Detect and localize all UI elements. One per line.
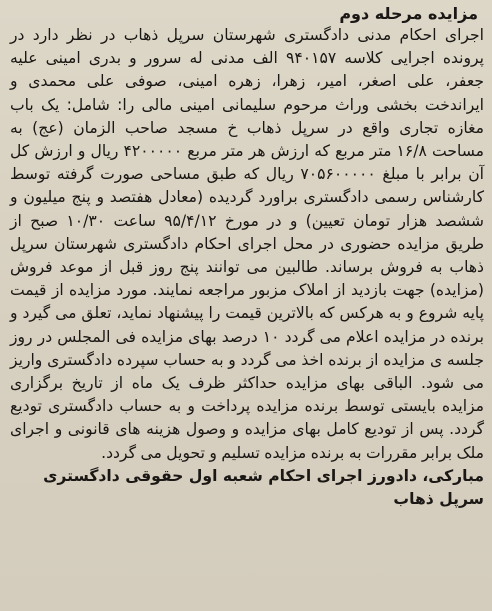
notice-signature: مبارکی، دادورز اجرای احکام شعبه اول حقوقی دادگستری سرپل ذهاب	[43, 466, 484, 509]
notice-title: مزایده مرحله دوم	[339, 4, 478, 23]
notice-body: اجرای احکام مدنی دادگستری شهرستان سرپل ذهاب در نظر دارد در پرونده اجرایی کلاسه ۹۴۰۱۵۷ الف مدنی له سرور و بدری امینی علیه جعفر، علی اصغر، امیر، زهرا، زهره امینی، صوفی علی محمدی و ایراندخت بخشی وراث مرحوم سلیمانی امینی مالی را: شامل: یک باب مغازه تجاری واقع در سرپل ذهاب خ مسجد صاحب الزمان (عج) به مساحت ۱۶/۸ متر مربع که ارزش هر متر مربع ۴۲۰۰۰۰۰ ریال و ارزش کل آن برابر با مبلغ ۷۰۵۶۰۰۰۰۰ ریال که طبق مساحی صورت گرفته توسط کارشناس رسمی دادگستری براورد گردیده (معادل هفتصد و پنج میلیون و ششصد هزار تومان تعیین) و در مورخ ۹۵/۴/۱۲ ساعت ۱۰/۳۰ صبح از طریق مزایده حضوری در محل اجرای احکام دادگستری شهرستان سرپل ذهاب به فروش برساند. طالبین می توانند پنج روز قبل از موعد فروش (مزایده) جهت بازدید از املاک مزبور مراجعه نمایند. مورد مزایده از قیمت پایه شروع و به هرکس که بالاترین قیمت را پیشنهاد نماید، تعلق می گیرد و برنده در مزایده اعلام می گردد ۱۰ درصد بهای مزایده فی المجلس در روز جلسه ی مزایده از برنده اخذ می گردد و به حساب سپرده دادگستری واریز می شود. الباقی بهای مزایده حداکثر ظرف یک ماه از تاریخ برگزاری مزایده بایستی توسط برنده مزایده پرداخت و به حساب دادگستری تودیع گردد. پس از تودیع کامل بهای مزایده و وصول هزینه های قانونی و اجرای ملک برابر مقررات به برنده مزایده تسلیم و تحویل می گردد.	[10, 26, 485, 462]
